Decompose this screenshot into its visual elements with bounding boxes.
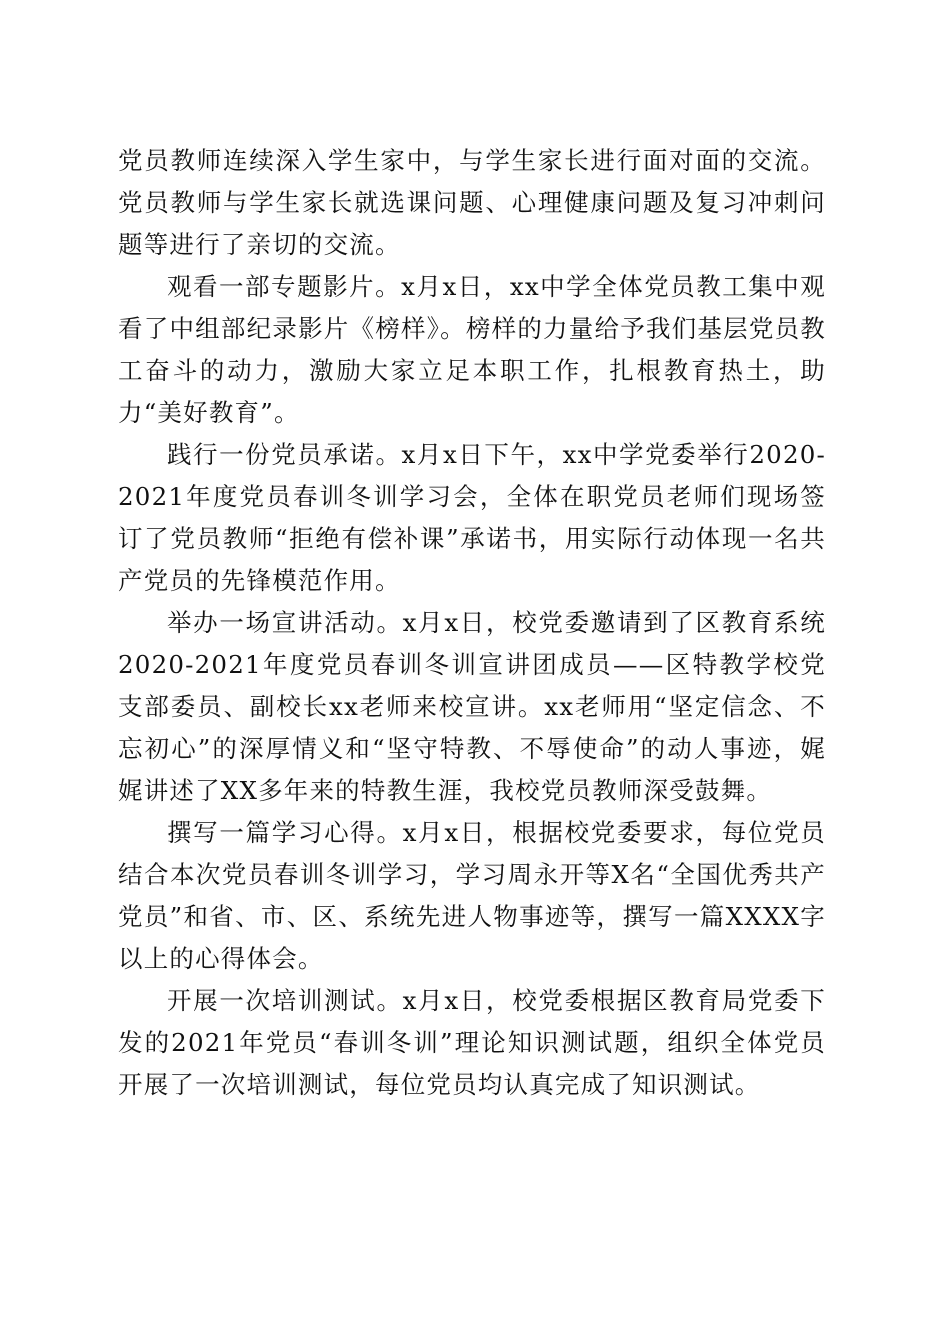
paragraph-film-viewing: 观看一部专题影片。x月x日，xx中学全体党员教工集中观看了中组部纪录影片《榜样》。榜样的力量给予我们基层党员教工奋斗的动力，激励大家立足本职工作，扎根教育热土，助力“美好教育”。	[118, 272, 826, 427]
paragraph-lecture-event: 举办一场宣讲活动。x月x日，校党委邀请到了区教育系统2020-2021年度党员春训冬训宣讲团成员——区特教学校党支部委员、副校长xx老师来校宣讲。xx老师用“坚定信念、不忘初心”的深厚情义和“坚守特教、不辱使命”的动人事迹，娓娓讲述了XX多年来的特教生涯，我校党员教师深受鼓舞。	[118, 608, 826, 805]
paragraph-home-visits: 党员教师连续深入学生家中，与学生家长进行面对面的交流。党员教师与学生家长就选课问题、心理健康问题及复习冲刺问题等进行了亲切的交流。	[118, 146, 826, 259]
paragraph-member-pledge: 践行一份党员承诺。x月x日下午，xx中学党委举行2020-2021年度党员春训冬训学习会，全体在职党员老师们现场签订了党员教师“拒绝有偿补课”承诺书，用实际行动体现一名共产党员的先锋模范作用。	[118, 440, 826, 595]
document-body	[118, 140, 826, 1106]
paragraph-study-reflection: 撰写一篇学习心得。x月x日，根据校党委要求，每位党员结合本次党员春训冬训学习，学习周永开等X名“全国优秀共产党员”和省、市、区、系统先进人物事迹等，撰写一篇XXXX字以上的心得体会。	[118, 818, 826, 973]
paragraph-training-test: 开展一次培训测试。x月x日，校党委根据区教育局党委下发的2021年党员“春训冬训”理论知识测试题，组织全体党员开展了一次培训测试，每位党员均认真完成了知识测试。	[118, 986, 826, 1099]
